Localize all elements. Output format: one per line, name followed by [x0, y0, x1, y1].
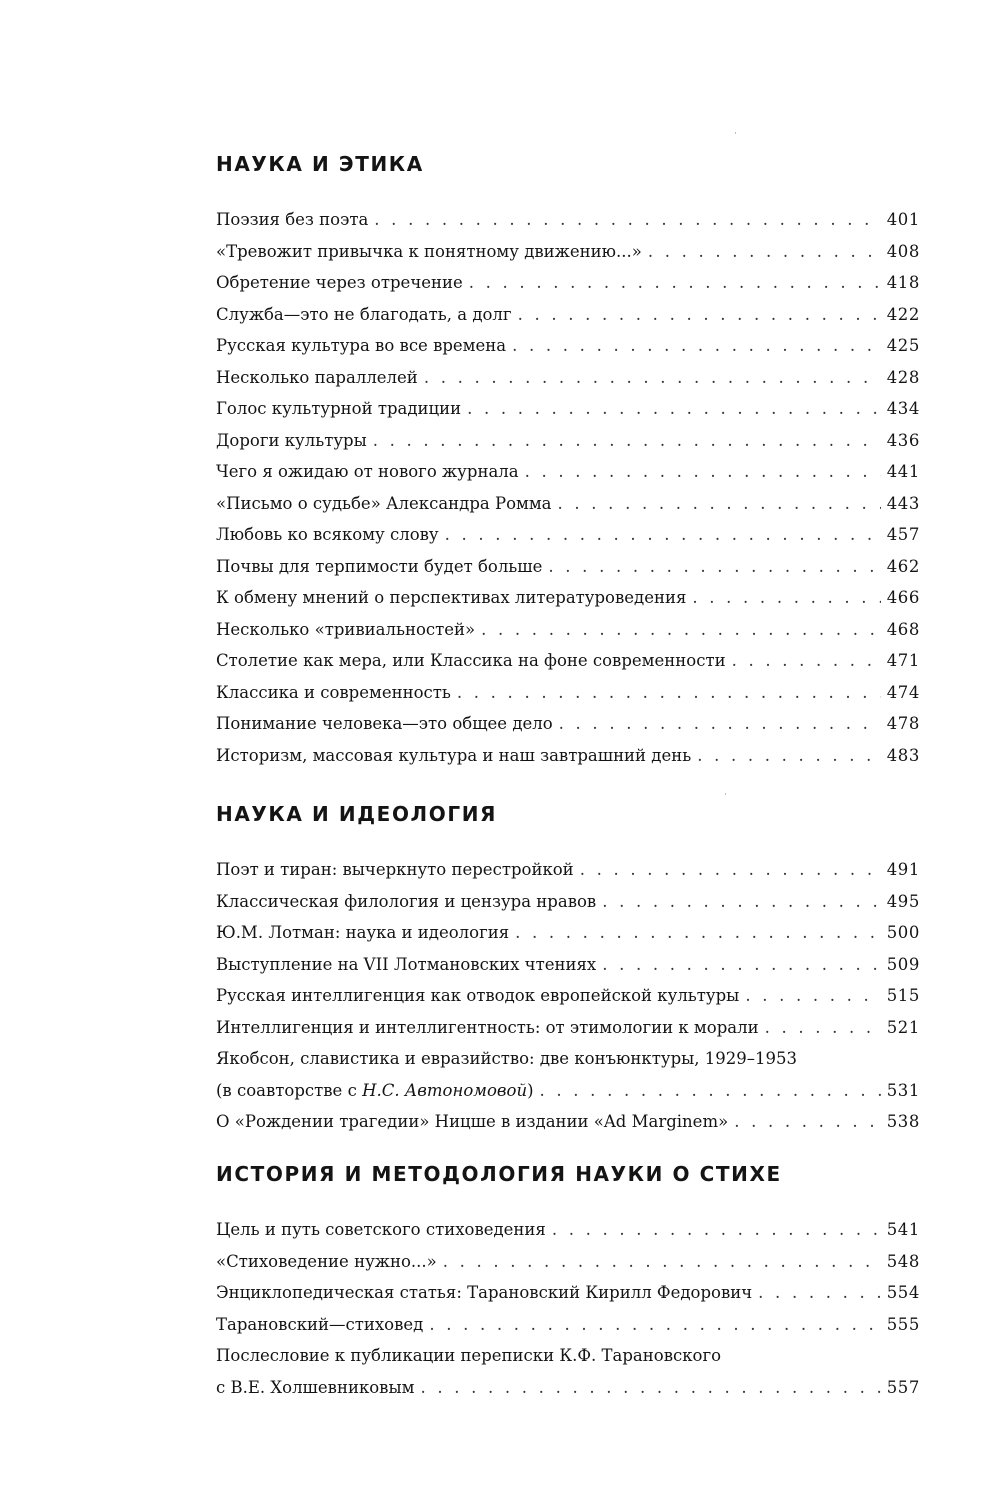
toc-entry[interactable]	[216, 614, 920, 646]
toc-entry[interactable]	[216, 1246, 920, 1278]
entry-page-number: 471	[886, 651, 920, 670]
toc-entry[interactable]	[216, 519, 920, 551]
section-heading: НАУКА И ИДЕОЛОГИЯ	[216, 802, 498, 826]
toc-entry[interactable]	[216, 980, 920, 1012]
coauthor-suffix: )	[527, 1080, 534, 1100]
toc-entry[interactable]	[216, 740, 920, 772]
toc-entry[interactable]	[216, 1309, 920, 1341]
dot-leader	[758, 1277, 881, 1309]
entry-title-line-1: Якобсон, славистика и евразийство: две конъюнктуры, 1929–1953	[216, 1049, 797, 1068]
toc-entry[interactable]	[216, 677, 920, 709]
toc-entry[interactable]	[216, 917, 920, 949]
toc-entry-list	[216, 1214, 920, 1403]
entry-title: Чего я ожидаю от нового журнала	[216, 462, 519, 481]
entry-title: Выступление на VII Лотмановских чтениях	[216, 954, 597, 974]
entry-title: Русская культура во все времена	[216, 336, 507, 355]
dot-leader	[481, 614, 881, 646]
toc-entry[interactable]	[216, 1106, 920, 1138]
toc-entry[interactable]	[216, 456, 920, 488]
dot-leader	[374, 204, 880, 236]
entry-page-number: 557	[886, 1377, 920, 1397]
toc-entry-multiline[interactable]	[216, 1340, 920, 1403]
entry-title: Классика и современность	[216, 682, 451, 702]
entry-title: О «Рождении трагедии» Ницше в издании «Ad Marginem»	[216, 1112, 729, 1131]
entry-page-number: 441	[886, 462, 920, 481]
section-heading: ИСТОРИЯ И МЕТОДОЛОГИЯ НАУКИ О СТИХЕ	[216, 1162, 782, 1186]
toc-section-science-and-ethics	[216, 152, 920, 771]
scan-speck	[725, 793, 726, 795]
entry-page-number: 478	[886, 714, 920, 733]
entry-title: Поэзия без поэта	[216, 210, 369, 229]
entry-page-number: 401	[886, 210, 920, 229]
dot-leader	[602, 949, 881, 981]
entry-page-number: 515	[886, 986, 920, 1005]
dot-leader	[697, 740, 880, 772]
toc-entry[interactable]	[216, 582, 920, 614]
entry-page-number: 466	[886, 588, 920, 607]
dot-leader	[420, 1372, 880, 1404]
entry-title: Историзм, массовая культура и наш завтрашний день	[216, 745, 692, 765]
dot-leader	[559, 708, 881, 740]
entry-page-number: 457	[886, 525, 920, 544]
entry-title: «Тревожит привычка к понятному движению...»	[216, 241, 642, 261]
entry-title-line-2: с В.Е. Холшевниковым	[216, 1377, 415, 1397]
toc-entry[interactable]	[216, 949, 920, 981]
entry-title: Почвы для терпимости будет больше	[216, 556, 543, 576]
entry-page-number: 500	[886, 923, 920, 942]
dot-leader	[765, 1012, 881, 1044]
toc-entry[interactable]	[216, 362, 920, 394]
toc-entry[interactable]	[216, 488, 920, 520]
coauthor-name: Н.С. Автономовой	[362, 1080, 528, 1100]
toc-entry[interactable]	[216, 393, 920, 425]
toc-entry[interactable]	[216, 1214, 920, 1246]
entry-page-number: 555	[886, 1314, 920, 1334]
entry-page-number: 422	[886, 304, 920, 324]
entry-page-number: 541	[886, 1220, 920, 1239]
entry-title: Столетие как мера, или Классика на фоне современности	[216, 651, 726, 670]
entry-title-line-2	[216, 1075, 534, 1107]
entry-page-number: 509	[886, 954, 920, 974]
toc-entry[interactable]	[216, 299, 920, 331]
entry-page-number: 474	[886, 682, 920, 702]
section-heading: НАУКА И ЭТИКА	[216, 152, 424, 176]
entry-title: Русская интеллигенция как отводок европейской культуры	[216, 986, 740, 1005]
entry-title: Несколько «тривиальностей»	[216, 619, 476, 639]
entry-page-number: 538	[886, 1112, 920, 1131]
toc-entry-multiline[interactable]	[216, 1043, 920, 1106]
dot-leader	[540, 1075, 881, 1107]
entry-title: Поэт и тиран: вычеркнуто перестройкой	[216, 860, 574, 879]
entry-title: Любовь ко всякому слову	[216, 525, 439, 544]
dot-leader	[734, 1106, 881, 1138]
entry-title: Обретение через отречение	[216, 273, 463, 292]
entry-page-number: 468	[886, 619, 920, 639]
entry-page-number: 408	[886, 241, 920, 261]
dot-leader	[692, 582, 880, 614]
dot-leader	[558, 488, 881, 520]
entry-title-line-1: Послесловие к публикации переписки К.Ф. Тарановского	[216, 1346, 722, 1365]
toc-entry[interactable]	[216, 1277, 920, 1309]
toc-entry[interactable]	[216, 886, 920, 918]
dot-leader	[445, 519, 881, 551]
entry-title: Цель и путь советского стиховедения	[216, 1220, 546, 1239]
toc-entry[interactable]	[216, 708, 920, 740]
entry-page-number: 483	[886, 745, 920, 765]
entry-page-number: 554	[886, 1283, 920, 1302]
entry-title: Голос культурной традиции	[216, 399, 462, 418]
toc-entry[interactable]	[216, 854, 920, 886]
entry-page-number: 425	[886, 336, 920, 355]
entry-page-number: 428	[886, 367, 920, 387]
dot-leader	[518, 299, 881, 331]
coauthor-prefix: (в соавторстве с	[216, 1080, 363, 1100]
toc-entry[interactable]	[216, 204, 920, 236]
dot-leader	[602, 886, 881, 918]
entry-title: Энциклопедическая статья: Тарановский Кирилл Федорович	[216, 1283, 753, 1302]
scan-speck	[735, 132, 736, 134]
entry-page-number: 462	[886, 556, 920, 576]
entry-page-number: 434	[886, 399, 920, 418]
toc-section-history-and-methodology-of-verse-studies	[216, 1162, 920, 1403]
toc-entry[interactable]	[216, 551, 920, 583]
entry-page-number: 418	[886, 273, 920, 292]
entry-page-number: 521	[886, 1017, 920, 1037]
dot-leader	[648, 236, 881, 268]
toc-entry-list	[216, 854, 920, 1138]
toc-entry[interactable]	[216, 236, 920, 268]
entry-title: Тарановский—стиховед	[216, 1314, 424, 1334]
entry-page-number: 495	[886, 891, 920, 911]
dot-leader	[745, 980, 880, 1012]
toc-entry[interactable]	[216, 645, 920, 677]
entry-title: Служба—это не благодать, а долг	[216, 304, 512, 324]
dot-leader	[525, 456, 881, 488]
entry-title: Ю.М. Лотман: наука и идеология	[216, 923, 510, 942]
entry-page-number: 491	[886, 860, 920, 879]
entry-page-number: 443	[886, 493, 920, 513]
dot-leader	[467, 393, 881, 425]
toc-entry[interactable]	[216, 267, 920, 299]
dot-leader	[552, 1214, 881, 1246]
entry-title: К обмену мнений о перспективах литературоведения	[216, 588, 687, 607]
entry-title: Интеллигенция и интеллигентность: от этимологии к морали	[216, 1017, 759, 1037]
entry-page-number: 531	[886, 1080, 920, 1100]
entry-title: Понимание человека—это общее дело	[216, 714, 553, 733]
toc-entry[interactable]	[216, 425, 920, 457]
dot-leader	[732, 645, 881, 677]
dot-leader	[469, 267, 881, 299]
entry-title: Классическая филология и цензура нравов	[216, 891, 597, 911]
entry-title: Дороги культуры	[216, 430, 367, 450]
toc-entry[interactable]	[216, 1012, 920, 1044]
dot-leader	[580, 854, 881, 886]
entry-title: «Письмо о судьбе» Александра Ромма	[216, 493, 552, 513]
dot-leader	[424, 362, 881, 394]
toc-entry[interactable]	[216, 330, 920, 362]
dot-leader	[515, 917, 881, 949]
entry-page-number: 436	[886, 430, 920, 450]
dot-leader	[512, 330, 881, 362]
toc-section-science-and-ideology	[216, 802, 920, 1138]
dot-leader	[429, 1309, 880, 1341]
dot-leader	[443, 1246, 881, 1278]
entry-page-number: 548	[886, 1251, 920, 1271]
dot-leader	[548, 551, 880, 583]
dot-leader	[373, 425, 881, 457]
entry-title: «Стиховедение нужно...»	[216, 1251, 437, 1271]
toc-entry-list	[216, 204, 920, 771]
dot-leader	[457, 677, 881, 709]
entry-title: Несколько параллелей	[216, 367, 418, 387]
